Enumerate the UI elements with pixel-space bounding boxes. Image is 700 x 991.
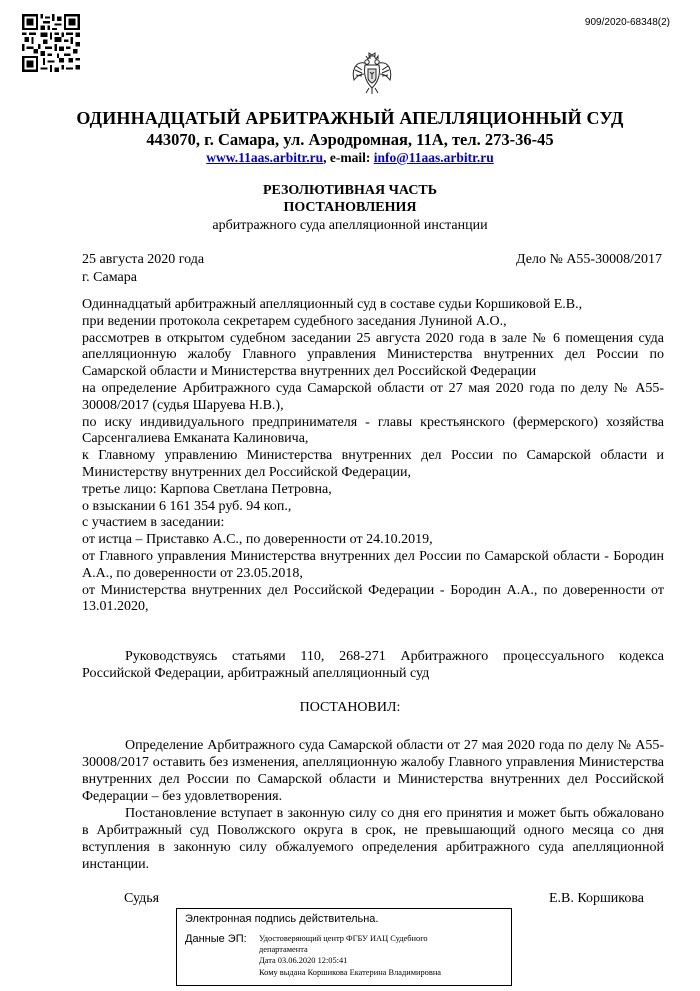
court-website-link[interactable]: www.11aas.arbitr.ru: [206, 150, 324, 165]
body-line: от Министерства внутренних дел Российской Федерации - Бородин А.А., по доверенности от 13.01.2020,: [82, 582, 664, 615]
body-line: на определение Арбитражного суда Самарской области от 27 мая 2020 года по делу № А55-30008/2017 (судья Шаруева Н.В.),: [82, 380, 664, 413]
guided-paragraph: [82, 648, 664, 682]
document-date: 25 августа 2020 года: [82, 252, 205, 267]
document-case-code: 909/2020-68348(2): [584, 17, 670, 28]
document-body: [82, 297, 664, 616]
signature-detail-line: Дата 03.06.2020 12:05:41: [259, 956, 348, 966]
court-contacts: [0, 150, 700, 166]
document-title-line1: РЕЗОЛЮТИВНАЯ ЧАСТЬ: [262, 183, 438, 198]
signature-detail-line: Кому выдана Коршикова Екатерина Владимировна: [259, 967, 442, 977]
signature-details: [259, 933, 504, 978]
document-title-line2: ПОСТАНОВЛЕНИЯ: [283, 200, 417, 215]
body-line: рассмотрев в открытом судебном заседании 25 августа 2020 года в зале № 6 помещения суда апелляционную жалобу Главного управления Министерства внутренних дел России по Самарской области и Министерства внутренних дел Российской Федерации: [82, 330, 664, 380]
signature-detail-line: Удостоверяющий центр ФГБУ ИАЦ Судебного: [259, 934, 428, 943]
russian-coat-of-arms-icon: [350, 52, 394, 96]
resolution-section: [82, 737, 664, 873]
judge-name: Е.В. Коршикова: [548, 891, 644, 906]
body-line: третье лицо: Карпова Светлана Петровна,: [82, 481, 332, 497]
decision-heading: ПОСТАНОВИЛ:: [299, 700, 401, 715]
effect-text: Постановление вступает в законную силу со дня его принятия и может быть обжаловано в Арбитражный суд Поволжского округа в срок, не превышающий одного месяца со дня вступления в законную силу обжалуемого определения арбитражного суда апелляционной инстанции.: [82, 806, 664, 872]
signature-detail-line: департамента: [259, 945, 308, 955]
body-line: при ведении протокола секретарем судебного заседания Луниной А.О.,: [82, 313, 507, 329]
body-line: к Главному управлению Министерства внутренних дел России по Самарской области и Министерству внутренних дел Российской Федерации,: [82, 448, 664, 480]
court-address: 443070, г. Самара, ул. Аэродромная, 11А, тел. 273-36-45: [146, 130, 554, 149]
signature-valid-text: Электронная подпись действительна.: [185, 913, 379, 925]
body-line: о взыскании 6 161 354 руб. 94 коп.,: [82, 498, 292, 514]
email-label: , e-mail:: [323, 150, 374, 165]
electronic-signature-box: [176, 908, 512, 986]
signature-data-label: Данные ЭП:: [185, 933, 247, 945]
resolution-text: Определение Арбитражного суда Самарской области от 27 мая 2020 года по делу № А55-30008/2017 оставить без изменения, апелляционную жалобу Главного управления Министерства внутренних дел России по Самарской области и Министерства внутренних дел Российской Федерации – без удовлетворения.: [82, 738, 664, 804]
court-email-link[interactable]: info@11aas.arbitr.ru: [373, 150, 494, 165]
court-name: ОДИННАДЦАТЫЙ АРБИТРАЖНЫЙ АПЕЛЛЯЦИОННЫЙ СУД: [76, 108, 624, 128]
case-number: Дело № А55-30008/2017: [516, 252, 662, 267]
guided-text: Руководствуясь статьями 110, 268-271 Арбитражного процессуального кодекса Российской Федерации, арбитражный апелляционный суд: [82, 649, 664, 681]
body-line: с участием в заседании:: [82, 515, 225, 531]
body-line: от истца – Приставко А.С., по доверенности от 24.10.2019,: [82, 532, 433, 548]
qr-code-icon: [22, 14, 80, 72]
document-city: г. Самара: [82, 270, 137, 285]
judge-label: Судья: [124, 891, 160, 906]
body-line: Одиннадцатый арбитражный апелляционный суд в составе судьи Коршиковой Е.В.,: [82, 297, 583, 312]
document-title-line3: арбитражного суда апелляционной инстанции: [212, 218, 488, 233]
body-line: от Главного управления Министерства внутренних дел России по Самарской области - Бородин А.А., по доверенности от 23.05.2018,: [82, 548, 664, 581]
body-line: по иску индивидуального предпринимателя - главы крестьянского (фермерского) хозяйства Сарсенгалиева Емканата Калиновича,: [82, 414, 664, 447]
